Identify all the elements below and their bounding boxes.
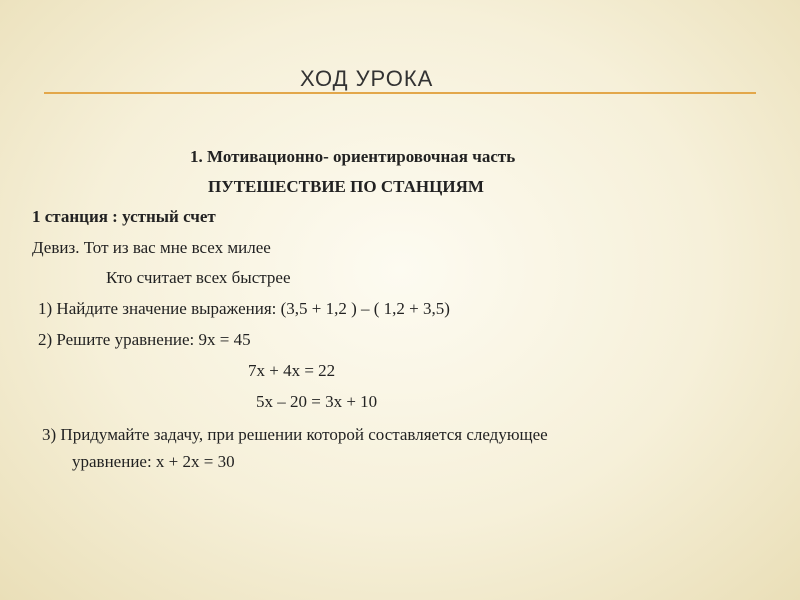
slide-title: ХОД УРОКА (300, 66, 434, 91)
task-2: 2) Решите уравнение: 9х = 45 (38, 330, 251, 349)
station-heading: 1 станция : устный счет (32, 207, 216, 226)
task-2-equation-3: 5х – 20 = 3х + 10 (256, 392, 378, 411)
section-heading: 1. Мотивационно- ориентировочная часть (190, 147, 516, 166)
task-2-equation-2: 7х + 4х = 22 (248, 361, 336, 380)
subtitle: ПУТЕШЕСТВИЕ ПО СТАНЦИЯМ (208, 177, 484, 196)
title-underline (44, 92, 756, 94)
task-3-line-2: уравнение: х + 2х = 30 (72, 452, 235, 471)
task-3-line-1: 3) Придумайте задачу, при решении которой составляется следующее (42, 425, 548, 444)
motto-line-1: Девиз. Тот из вас мне всех милее (32, 238, 271, 257)
task-1: 1) Найдите значение выражения: (3,5 + 1,2 ) – ( 1,2 + 3,5) (38, 299, 450, 318)
motto-line-2: Кто считает всех быстрее (106, 268, 291, 287)
